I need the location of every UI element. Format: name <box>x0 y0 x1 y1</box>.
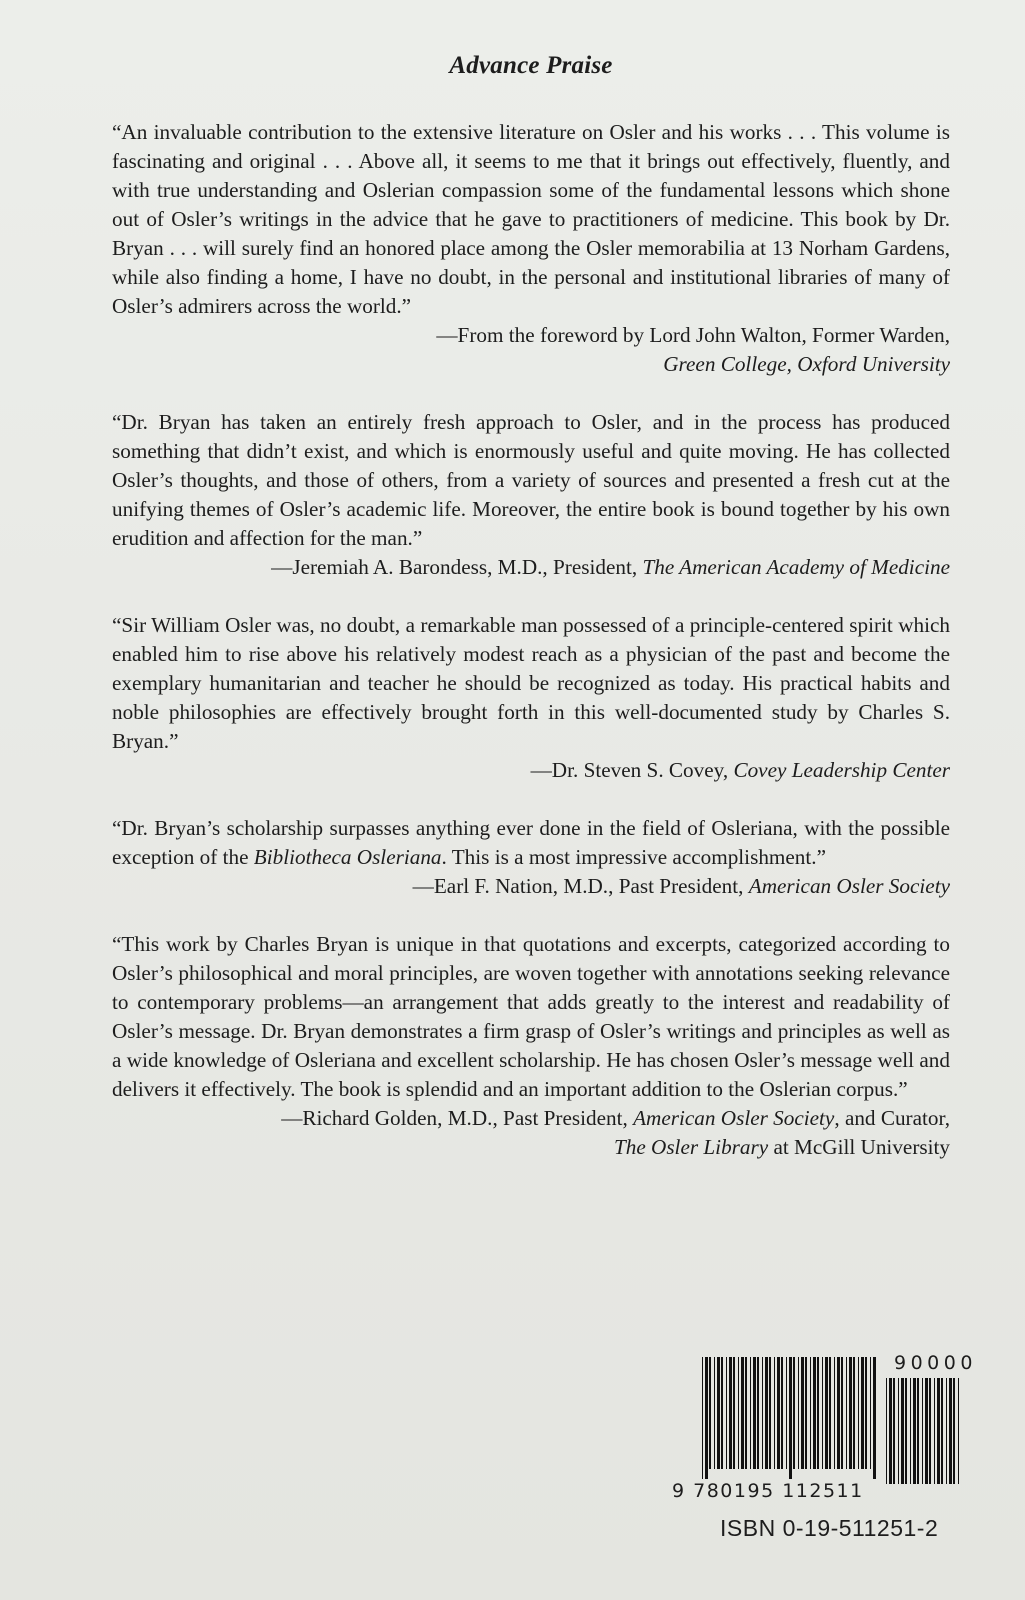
isbn-number: ISBN 0-19-511251-2 <box>720 1515 939 1541</box>
barcode-bar <box>769 1357 771 1469</box>
barcode-bar <box>765 1357 768 1469</box>
blurb-4-attribution <box>112 872 950 901</box>
barcode-bar <box>937 1378 940 1484</box>
barcode-bar <box>941 1378 943 1484</box>
barcode-bar <box>917 1378 919 1484</box>
barcode-bar <box>825 1357 828 1469</box>
barcode-bar <box>714 1357 715 1469</box>
barcode-bar <box>789 1357 792 1479</box>
blurb-4-quote-start: “Dr. Bryan’s scholarship surpasses anything ever done in the field of Osleriana, with the possible exception of the <box>112 816 950 869</box>
barcode-bar <box>898 1378 899 1484</box>
blurb-5-attribution-university: at McGill University <box>768 1135 950 1159</box>
blurb-1-attribution-line1: —From the foreword by Lord John Walton, Former Warden, <box>436 323 950 347</box>
barcode-bar <box>753 1357 756 1469</box>
barcode-bar <box>953 1378 955 1484</box>
barcode-bar <box>750 1357 751 1469</box>
barcode-bar <box>813 1357 816 1469</box>
barcode-bar <box>834 1357 835 1469</box>
blurb-5-attribution-role: , and Curator, <box>834 1106 950 1130</box>
barcode-bar <box>817 1357 819 1469</box>
blurb-3-quote: “Sir William Osler was, no doubt, a remarkable man possessed of a principle-centered spirit which enabled him to rise above his relatively modest reach as a physician of the past and become the exemplary humanitarian and teacher he should be recognized as today. His practical habits and noble philosophies are effectively brought forth in this well-documented study by Charles S. Bryan.” <box>112 613 950 753</box>
barcode-bar <box>798 1357 799 1469</box>
blurb-3-attribution-org: Covey Leadership Center <box>733 758 950 782</box>
barcode-bar <box>709 1357 711 1469</box>
barcode-bar <box>762 1357 763 1469</box>
barcode-bar <box>946 1378 947 1484</box>
barcode-bar <box>934 1378 935 1484</box>
barcode-bar <box>705 1357 708 1479</box>
barcode-bar <box>726 1357 727 1469</box>
blurb-1-quote: “An invaluable contribution to the extensive literature on Osler and his works . . . This volume is fascinating and original . . . Above all, it seems to me that it brings out effectively, fluently, and with true understanding and Oslerian compassion some of the fundamental lessons which shone out of Osler’s writings in the advice that he gave to practitioners of medicine. This book by Dr. Bryan . . . will surely find an honored place among the Osler memorabilia at 13 Norham Gardens, while also finding a home, I have no doubt, in the personal and institutional libraries of many of Osler’s admirers across the world.” <box>112 120 950 318</box>
blurb-1-attribution <box>112 321 950 379</box>
barcode-bar <box>721 1357 723 1469</box>
barcode-bar <box>858 1357 859 1469</box>
barcode-bar <box>829 1357 831 1469</box>
blurb-2-quote: “Dr. Bryan has taken an entirely fresh approach to Osler, and in the process has produced something that didn’t exist, and which is enormously useful and quite moving. He has collected Osler’s thoughts, and those of others, from a variety of sources and presented a fresh cut at the unifying themes of Osler’s academic life. Moreover, the entire book is bound together by his own erudition and affection for the man.” <box>112 410 950 550</box>
barcode-bar <box>889 1378 892 1484</box>
barcode-bar <box>893 1378 895 1484</box>
blurb-4-attribution-name: —Earl F. Nation, M.D., Past President, <box>412 874 744 898</box>
barcode-bar <box>949 1378 952 1484</box>
barcode-bar <box>717 1357 720 1469</box>
barcode-bar <box>729 1357 732 1469</box>
barcode-bar <box>702 1357 703 1479</box>
ean13-barcode <box>702 1357 878 1485</box>
blurb-2-attribution <box>112 553 950 582</box>
blurb-2-attribution-org: The American Academy of Medicine <box>642 555 950 579</box>
barcode-bar <box>861 1357 864 1469</box>
spacer <box>112 379 950 408</box>
barcode-bar <box>910 1378 911 1484</box>
blurb-3-attribution <box>112 756 950 785</box>
barcode-bar <box>886 1378 887 1484</box>
barcode-bar <box>865 1357 867 1469</box>
barcode-block <box>660 1352 980 1502</box>
blurb-5-attribution <box>112 1104 950 1162</box>
barcode-bar <box>846 1357 847 1469</box>
barcode-bar <box>774 1357 775 1469</box>
barcode-bar <box>733 1357 735 1469</box>
blurb-4-quote-title: Bibliotheca Osleriana <box>253 845 442 869</box>
barcode-bar <box>822 1357 823 1469</box>
barcode-bar <box>925 1378 928 1484</box>
barcode-bar <box>793 1357 795 1469</box>
spacer <box>112 901 950 930</box>
barcode-bar <box>922 1378 923 1484</box>
blurb-1-attribution-line2: Green College, Oxford University <box>663 352 950 376</box>
blurb-4-quote <box>112 814 950 872</box>
barcode-bar <box>958 1378 959 1484</box>
barcode-bar <box>745 1357 747 1469</box>
blurb-3-attribution-name: —Dr. Steven S. Covey, <box>530 758 729 782</box>
barcode-bar <box>905 1378 907 1484</box>
barcode-bar <box>786 1357 787 1469</box>
barcode-bar <box>781 1357 783 1469</box>
barcode-bar <box>841 1357 843 1469</box>
barcode-bar <box>913 1378 916 1484</box>
barcode-bar <box>738 1357 739 1469</box>
barcode-bar <box>805 1357 807 1469</box>
barcode-bar <box>837 1357 840 1469</box>
barcode-bar <box>870 1357 871 1469</box>
barcode-bar <box>757 1357 759 1469</box>
barcode-bar <box>901 1378 904 1484</box>
barcode-bar <box>873 1357 876 1479</box>
praise-section <box>112 118 950 1162</box>
blurb-5-attribution-org: American Osler Society <box>633 1106 835 1130</box>
barcode-bar <box>741 1357 744 1469</box>
barcode-bar <box>853 1357 855 1469</box>
blurb-5-attribution-library: The Osler Library <box>613 1135 769 1159</box>
price-addon-barcode <box>886 1378 962 1484</box>
barcode-bar <box>777 1357 780 1469</box>
spacer <box>112 785 950 814</box>
addon-digits: 90000 <box>894 1352 977 1374</box>
blurb-4-attribution-org: American Osler Society <box>748 874 950 898</box>
barcode-bar <box>849 1357 852 1469</box>
blurb-5-attribution-name: —Richard Golden, M.D., Past President, <box>281 1106 628 1130</box>
blurb-2-attribution-name: —Jeremiah A. Barondess, M.D., President, <box>271 555 638 579</box>
barcode-bar <box>929 1378 931 1484</box>
barcode-digits: 9 780195 112511 <box>672 1480 864 1502</box>
spacer <box>112 582 950 611</box>
barcode-bar <box>801 1357 804 1469</box>
blurb-4-quote-end: . This is a most impressive accomplishment.” <box>441 845 826 869</box>
blurb-5-quote: “This work by Charles Bryan is unique in that quotations and excerpts, categorized according to Osler’s philosophical and moral principles, are woven together with annotations seeking relevance to contemporary problems—an arrangement that adds greatly to the interest and readability of Osler’s message. Dr. Bryan demonstrates a firm grasp of Osler’s writings and principles as well as a wide knowledge of Osleriana and excellent scholarship. He has chosen Osler’s message well and delivers it effectively. The book is splendid and an important addition to the Oslerian corpus.” <box>112 932 950 1101</box>
advance-praise-heading: Advance Praise <box>449 52 613 79</box>
barcode-bar <box>810 1357 811 1469</box>
